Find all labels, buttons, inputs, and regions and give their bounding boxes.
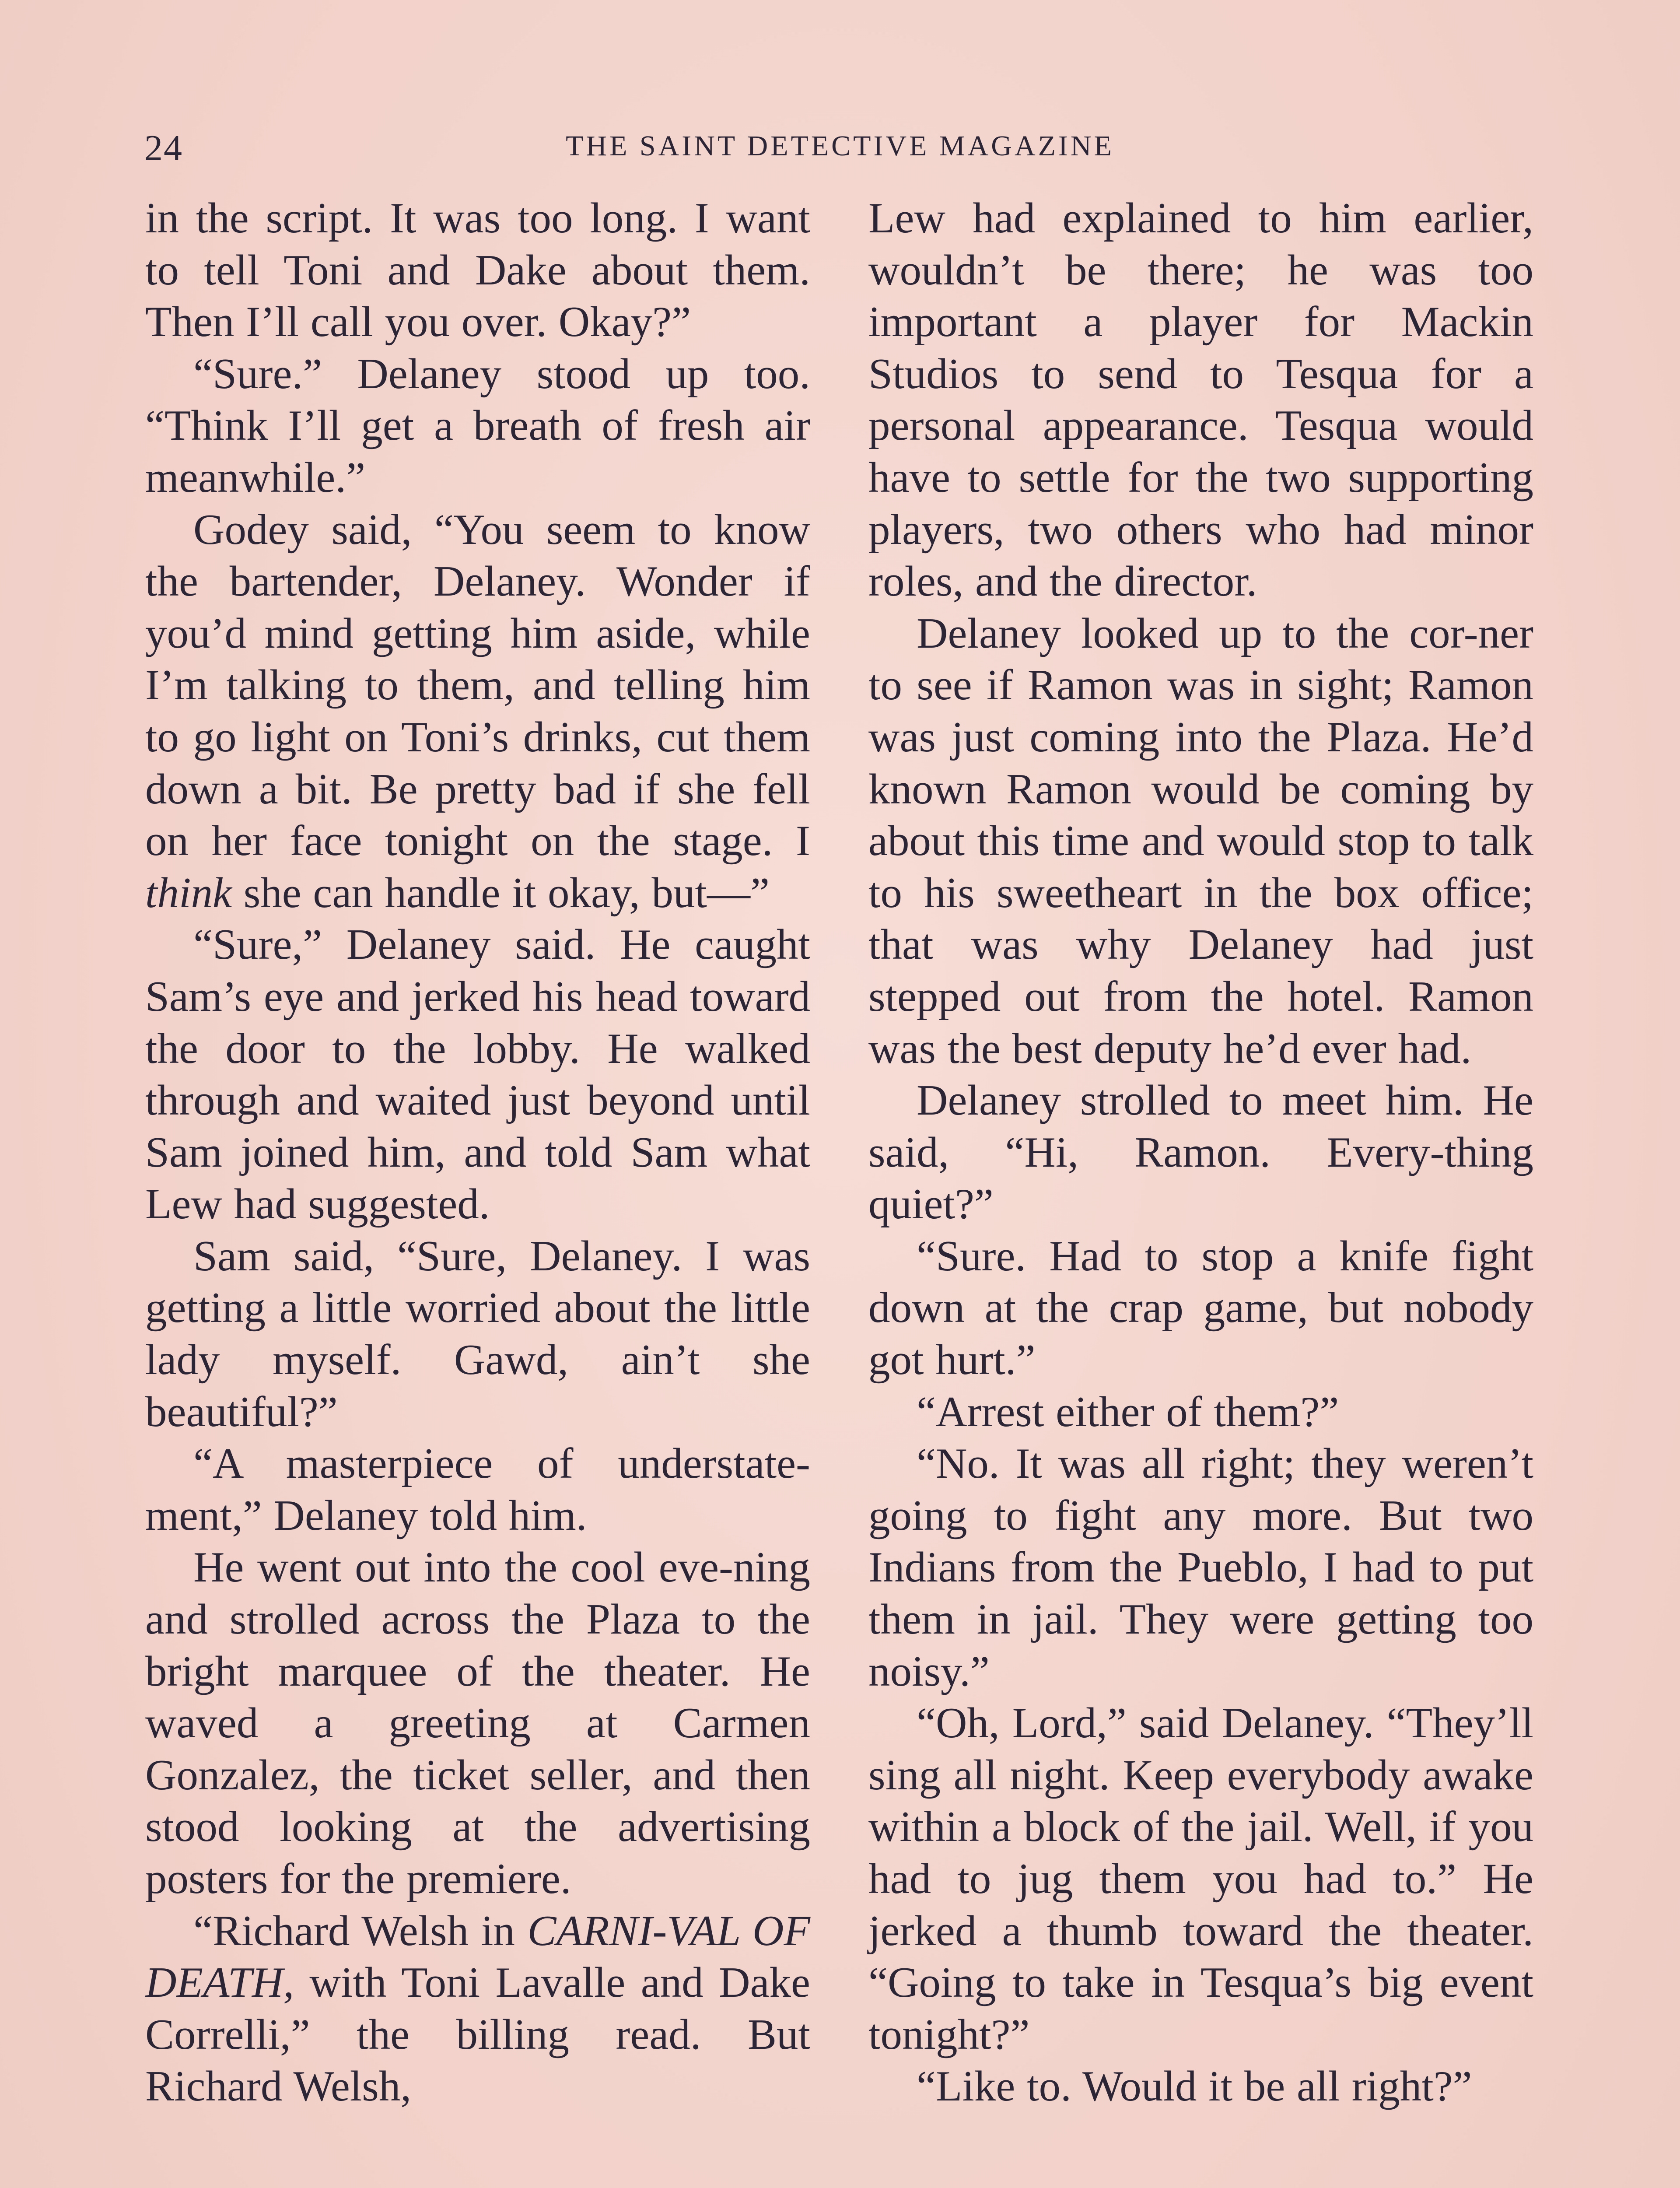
paragraph: “Sure. Had to stop a knife fight down at the crap game, but nobody got hurt.”: [868, 1232, 1533, 1384]
paragraph: “A masterpiece of understate-ment,” Delaney told him.: [145, 1440, 810, 1539]
paragraph: “Sure,” Delaney said. He caught Sam’s eye and jerked his head toward the door to the lobby. He walked through and waited just beyond until Sam joined him, and told Sam what Lew had suggested.: [145, 921, 810, 1228]
paragraph: He went out into the cool eve-ning and strolled across the Plaza to the bright marquee of the theater. He waved a greeting at Carmen Gonzalez, the ticket seller, and then stood looking at the advertising posters for the premiere.: [145, 1543, 810, 1903]
right-column: [868, 193, 1533, 2113]
paragraph: [145, 1905, 810, 2113]
page-header: [144, 127, 1536, 175]
paragraph: Delaney looked up to the cor-ner to see if Ramon was in sight; Ramon was just coming into the Plaza. He’d known Ramon would be coming by about this time and would stop to talk to his sweetheart in the box office; that was why Delaney had just stepped out from the hotel. Ramon was the best deputy he’d ever had.: [868, 609, 1533, 1073]
running-head: THE SAINT DETECTIVE MAGAZINE: [566, 130, 1114, 162]
paragraph: Sam said, “Sure, Delaney. I was getting a little worried about the little lady myself. Gawd, ain’t she beautiful?”: [145, 1232, 810, 1436]
paragraph-text: Godey said, “You seem to know the bartender, Delaney. Wonder if you’d mind getting him aside, while I’m talking to them, and telling him to go light on Toni’s drinks, cut them down a bit. Be pretty bad if she fell on her face tonight on the stage.: [145, 505, 810, 865]
paragraph: in the script. It was too long. I want to tell Toni and Dake about them. Then I’ll call you over. Okay?”: [145, 194, 810, 346]
left-column: [145, 193, 810, 2113]
italic-word: think: [145, 869, 232, 917]
paragraph-text: she can handle it okay, but—”: [231, 869, 770, 917]
paragraph-text: with Toni Lavalle and Dake Correlli,” the billing read. But Richard Welsh,: [145, 1959, 810, 2111]
page-number: 24: [144, 128, 183, 168]
paragraph: “Like to. Would it be all right?”: [917, 2062, 1472, 2111]
paragraph: Lew had explained to him earlier, wouldn’t be there; he was too important a player for Mackin Studios to send to Tesqua for a personal appearance. Tesqua would have to settle for the two supporting players, two others who had minor roles, and the director.: [868, 194, 1533, 606]
paragraph: Delaney strolled to meet him. He said, “Hi, Ramon. Every-thing quiet?”: [868, 1076, 1533, 1228]
paragraph: “Sure.” Delaney stood up too. “Think I’ll get a breath of fresh air meanwhile.”: [145, 350, 810, 501]
paragraph: “Oh, Lord,” said Delaney. “They’ll sing all night. Keep everybody awake within a block of the jail. Well, if you had to jug them you had to.” He jerked a thumb toward the theater. “Going to take in Tesqua’s big event tonight?”: [868, 1699, 1533, 2058]
paragraph: “Arrest either of them?”: [917, 1388, 1339, 1436]
paragraph: [145, 504, 810, 919]
paragraph: “No. It was all right; they weren’t going to fight any more. But two Indians from the Pueblo, I had to put them in jail. They were getting too noisy.”: [868, 1440, 1533, 1695]
italic-title: CARNI-VAL OF DEATH,: [145, 1907, 810, 2007]
paragraph-text: I: [796, 817, 811, 865]
paragraph-text: “Richard Welsh in: [193, 1907, 528, 1955]
